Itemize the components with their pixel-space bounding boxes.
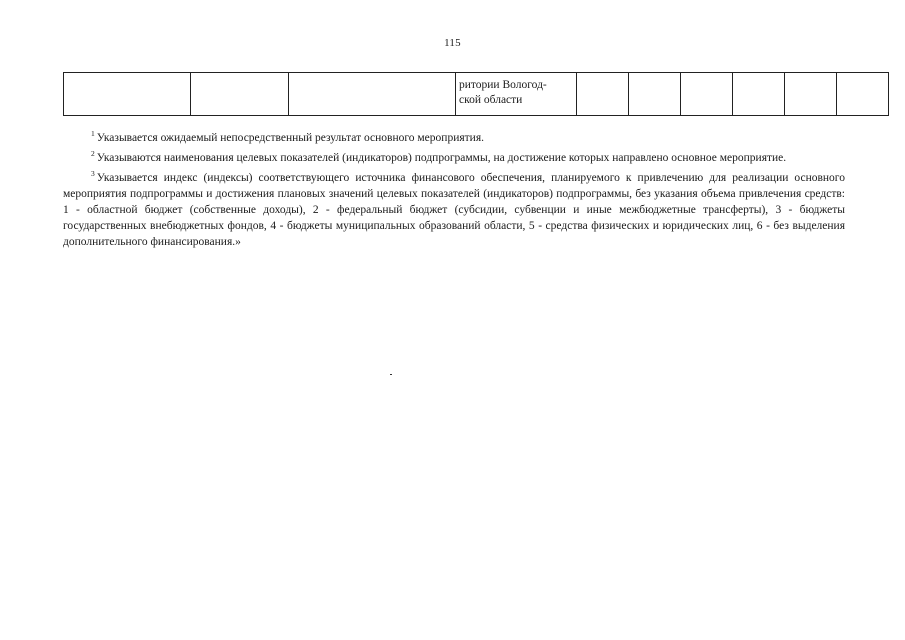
table-cell xyxy=(577,73,629,116)
table-cell xyxy=(681,73,733,116)
table-row xyxy=(64,73,889,116)
table-cell xyxy=(837,73,889,116)
footnote-text: Указывается индекс (индексы) соответствующего источника финансового обеспечения, планируемого к привлечению для реализации основного мероприятия подпрограммы и достижения плановых значений целевых показателей (индикаторов) подпрограммы, без указания объема привлечения средств: 1 - областной бюджет (собственные доходы), 2 - федеральный бюджет (субсидии, субвенции и иные межбюджетные трансферты), 3 - бюджеты государственных внебюджетных фондов, 4 - бюджеты муниципальных образований области, 5 - средства физических и юридических лиц, 6 - без выделения дополнительного финансирования.» xyxy=(63,172,845,248)
footnote-mark: 1 xyxy=(91,129,95,138)
footnote-text: Указываются наименования целевых показателей (индикаторов) подпрограммы, на достижение которых направлено основное мероприятие. xyxy=(96,152,787,164)
table-cell xyxy=(191,73,289,116)
continuation-table xyxy=(63,72,889,116)
page-number: 115 xyxy=(444,37,461,49)
table-cell xyxy=(289,73,456,116)
footnote-3 xyxy=(63,166,845,250)
table-cell xyxy=(629,73,681,116)
footnote-mark: 2 xyxy=(91,149,95,158)
footnote-text: Указывается ожидаемый непосредственный результат основного мероприятия. xyxy=(96,132,484,144)
footnote-2 xyxy=(63,146,845,166)
footnotes xyxy=(63,126,845,250)
table-cell xyxy=(785,73,837,116)
table-cell-territory: ритории Вологод- ской области xyxy=(456,73,577,116)
table-cell xyxy=(733,73,785,116)
footnote-mark: 3 xyxy=(91,169,95,178)
footnote-1 xyxy=(63,126,845,146)
table-cell xyxy=(64,73,191,116)
scan-artifact xyxy=(390,374,392,375)
